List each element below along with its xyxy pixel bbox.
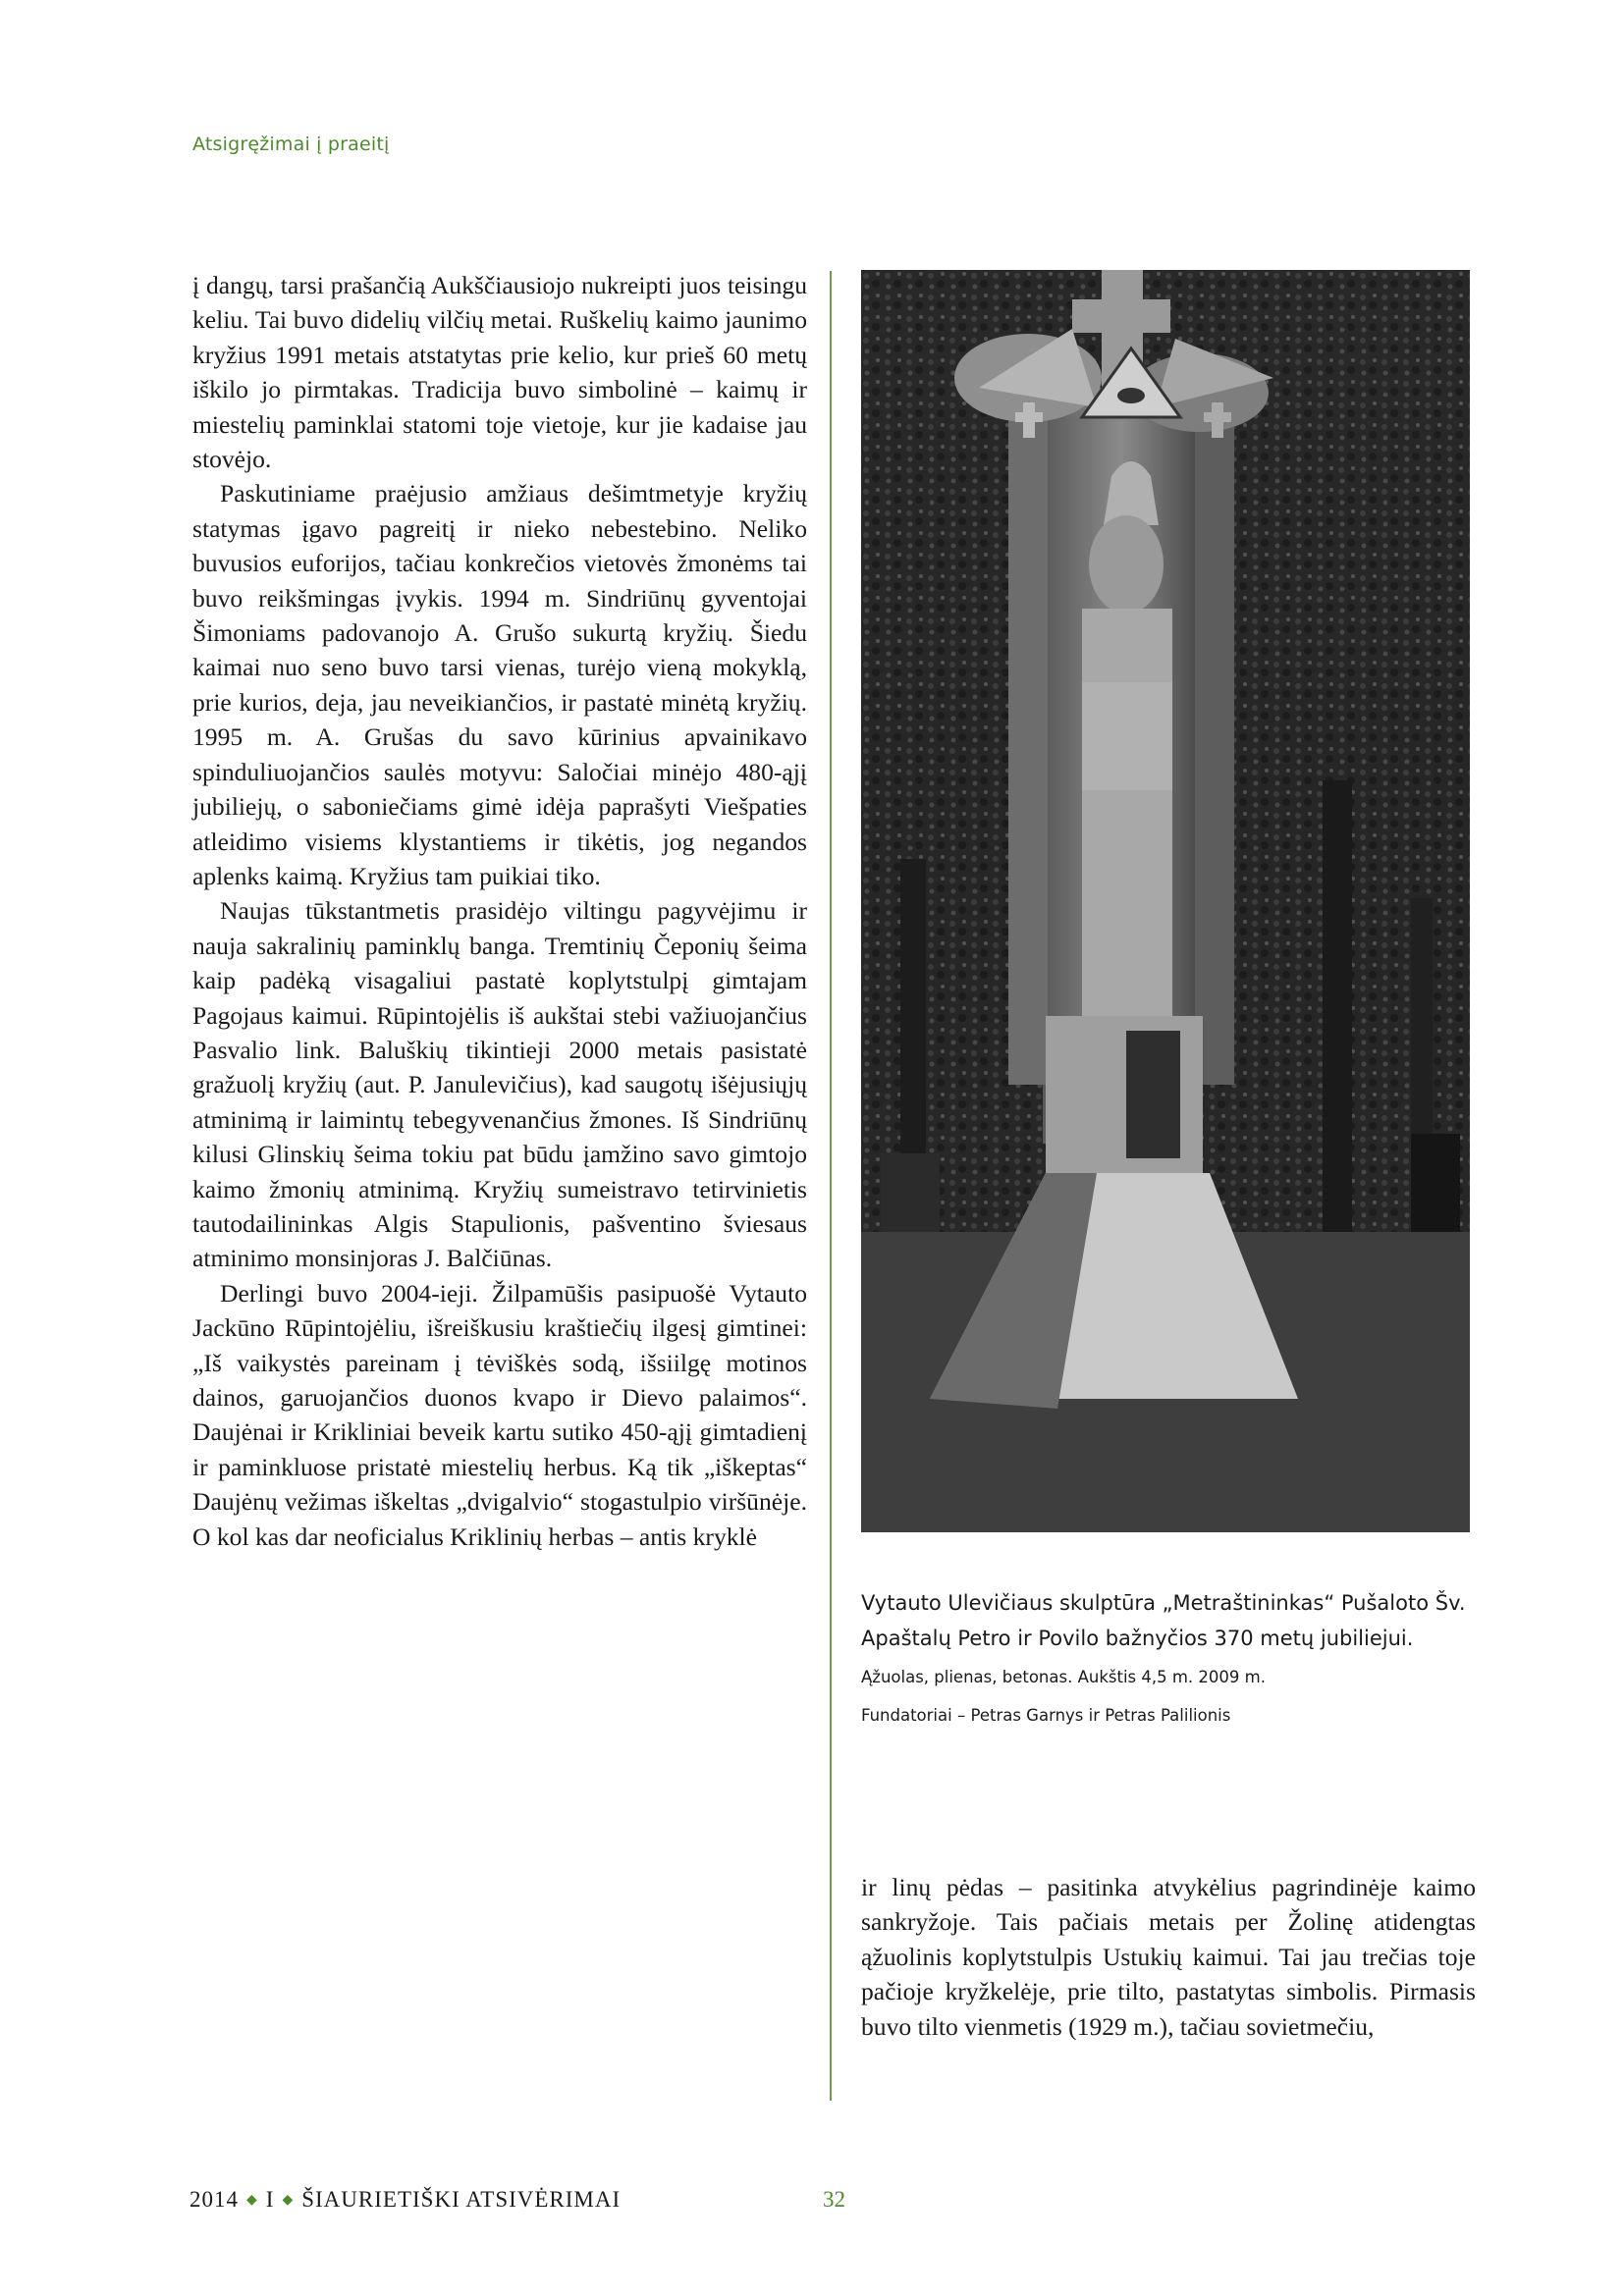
photo-caption — [861, 1585, 1489, 1735]
running-header: Atsigręžimai į praeitį — [192, 133, 390, 155]
paragraph: ir linų pėdas – pasitinka atvykėlius pagrindinėje kaimo sankryžoje. Tais pačiais metais per Žolinę atidengtas ąžuolinis koplytstulpis Ustukių kaimui. Tai jau trečias toje pačioje kryžkelėje, prie tilto, pastatytas simbolis. Pirmasis buvo tilto vienmetis (1929 m.), tačiau sovietmečiu, — [861, 1873, 1476, 2041]
footer-journal-title: ŠIAURIETIŠKI ATSIVĖRIMAI — [301, 2187, 622, 2212]
column-divider — [830, 271, 832, 2101]
caption-founders: Fundatoriai – Petras Garnys ir Petras Palilionis — [861, 1706, 1231, 1725]
paragraph: Paskutiniame praėjusio amžiaus dešimtmetyje kryžių statymas įgavo pagreitį ir nieko nebestebino. Neliko buvusios euforijos, tačiau konkrečios vietovės žmonėms tai buvo reikšmingas įvykis. 1994 m. Sindriūnų gyventojai Šimoniams padovanojo A. Grušo sukurtą kryžių. Šiedu kaimai nuo seno buvo tarsi vienas, turėjo vieną mokyklą, prie kurios, deja, jau neveikiančios, ir pastatė minėtą kryžių. 1995 m. A. Grušas du savo kūrinius apvainikavo spinduliuojančios saulės motyvu: Saločiai minėjo 480-ąjį jubiliejų, o saboniečiams gimė idėja paprašyti Viešpaties atleidimo visiems klystantiems ir tikėtis, jog negandos aplenks kaimą. Kryžius tam puikiai tiko. — [192, 479, 807, 890]
diamond-separator-icon: ◆ — [246, 2192, 258, 2208]
monument-photo — [861, 270, 1470, 1532]
caption-materials: Ąžuolas, plienas, betonas. Aukštis 4,5 m. 2009 m. — [861, 1668, 1266, 1686]
footer — [189, 2187, 621, 2213]
paragraph: į dangų, tarsi prašančią Aukščiausiojo nukreipti juos teisingu keliu. Tai buvo didelių vilčių metai. Ruškelių kaimo jaunimo kryžius 1991 metais atstatytas prie kelio, kur prieš 60 metų iškilo jo pirmtakas. Tradicija buvo simbolinė – kaimų ir miestelių paminklai statomi toje vietoje, kur jie kadaise jau stovėjo. — [192, 271, 807, 474]
footer-issue: I — [265, 2187, 275, 2212]
paragraph: Derlingi buvo 2004-ieji. Žilpamūšis pasipuošė Vytauto Jackūno Rūpintojėliu, išreiškusiu kraštiečių ilgesį gimtinei: „Iš vaikystės pareinam į tėviškės sodą, išsiilgę motinos dainos, garuojančios duonos kvapo ir Dievo palaimos“. Daujėnai ir Krikliniai beveik kartu sutiko 450-ąjį gimtadienį ir paminkluose pristatė miestelių herbus. Ką tik „iškeptas“ Daujėnų vežimas iškeltas „dvigalvio“ stogastulpio viršūnėje. O kol kas dar neoficialus Kriklinių herbas – antis kryklė — [192, 1278, 807, 1551]
page-number: 32 — [823, 2187, 845, 2212]
diamond-separator-icon: ◆ — [282, 2192, 295, 2208]
paragraph: Naujas tūkstantmetis prasidėjo viltingu pagyvėjimu ir nauja sakralinių paminklų banga. Tremtinių Čeponių šeima kaip padėką visagaliui pastatė koplytstulpį gimtajam Pagojaus kaimui. Rūpintojėlis iš aukštai stebi važiuojančius Pasvalio link. Baluškių tikintieji 2000 metais pasistatė gražuolį kryžių (aut. P. Janulevičius), kad saugotų išėjusiųjų atminimą ir laimintų tebegyvenančius žmones. Iš Sindriūnų kilusi Glinskių šeima tokiu pat būdu įamžino savo gimtojo kaimo žmonių atminimą. Kryžių sumeistravo tetirvinietis tautodailininkas Algis Stapulionis, pašventino šviesaus atminimo monsinjoras J. Balčiūnas. — [192, 896, 807, 1273]
left-text-column — [192, 268, 807, 1554]
right-text-column — [861, 1870, 1476, 2044]
footer-year: 2014 — [189, 2187, 239, 2212]
caption-title: Vytauto Ulevičiaus skulptūra „Metraštininkas“ Pušaloto Šv. Apaštalų Petro ir Povilo bažnyčios 370 metų jubiliejui. — [861, 1591, 1466, 1650]
